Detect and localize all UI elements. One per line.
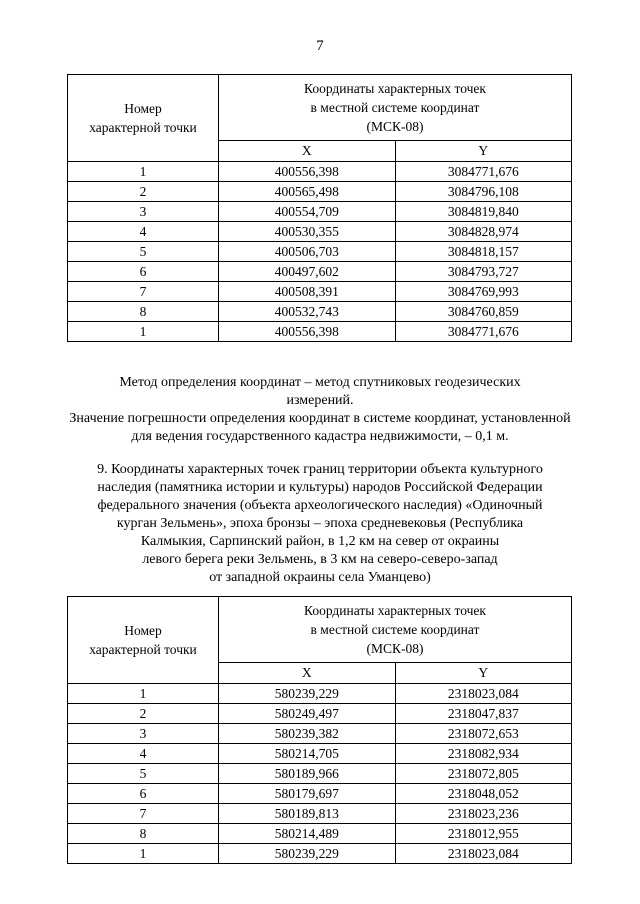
- method-line: Значение погрешности определения координат в системе координат, установленной: [69, 411, 571, 426]
- table-row: [68, 784, 572, 804]
- table-row: [68, 182, 572, 202]
- table-body: [68, 684, 572, 864]
- point-number-cell: 1: [68, 162, 219, 182]
- y-coordinate-cell: 2318012,955: [395, 824, 572, 844]
- table-row: [68, 262, 572, 282]
- x-coordinate-cell: 400554,709: [219, 202, 396, 222]
- x-coordinate-cell: 580239,229: [219, 684, 396, 704]
- point-number-cell: 1: [68, 322, 219, 342]
- section-heading: [0, 461, 640, 587]
- section-line: 9. Координаты характерных точек границ территории объекта культурного: [97, 462, 543, 477]
- table-row: [68, 322, 572, 342]
- table-row: [68, 724, 572, 744]
- method-note: [0, 374, 640, 446]
- table-row: [68, 824, 572, 844]
- y-coordinate-cell: 3084771,676: [395, 322, 572, 342]
- point-number-cell: 3: [68, 202, 219, 222]
- header-x: X: [219, 663, 396, 684]
- y-coordinate-cell: 2318047,837: [395, 704, 572, 724]
- x-coordinate-cell: 580189,966: [219, 764, 396, 784]
- method-line: для ведения государственного кадастра недвижимости, – 0,1 м.: [131, 429, 509, 444]
- y-coordinate-cell: 3084771,676: [395, 162, 572, 182]
- table-row: [68, 844, 572, 864]
- x-coordinate-cell: 580239,382: [219, 724, 396, 744]
- coordinates-table-1: [67, 74, 572, 342]
- x-coordinate-cell: 400497,602: [219, 262, 396, 282]
- y-coordinate-cell: 2318048,052: [395, 784, 572, 804]
- header-x: X: [219, 141, 396, 162]
- table-row: [68, 744, 572, 764]
- section-line: курган Зельмень», эпоха бронзы – эпоха средневековья (Республика: [116, 516, 524, 531]
- y-coordinate-cell: 2318082,934: [395, 744, 572, 764]
- table-body: [68, 162, 572, 342]
- point-number-cell: 4: [68, 744, 219, 764]
- x-coordinate-cell: 580189,813: [219, 804, 396, 824]
- y-coordinate-cell: 3084828,974: [395, 222, 572, 242]
- table-row: [68, 222, 572, 242]
- point-number-cell: 7: [68, 804, 219, 824]
- table-row: [68, 282, 572, 302]
- method-line: измерений.: [286, 393, 354, 408]
- header-coordinates: Координаты характерных точек в местной системе координат (МСК-08): [219, 597, 572, 663]
- header-y: Y: [395, 141, 572, 162]
- point-number-cell: 1: [68, 684, 219, 704]
- table-row: [68, 704, 572, 724]
- section-line: федерального значения (объекта археологического наследия) «Одиночный: [97, 498, 543, 513]
- x-coordinate-cell: 400506,703: [219, 242, 396, 262]
- table-row: [68, 302, 572, 322]
- point-number-cell: 1: [68, 844, 219, 864]
- y-coordinate-cell: 2318072,805: [395, 764, 572, 784]
- point-number-cell: 6: [68, 262, 219, 282]
- coordinates-table-2: [67, 596, 572, 864]
- point-number-cell: 5: [68, 242, 219, 262]
- x-coordinate-cell: 400532,743: [219, 302, 396, 322]
- table-row: [68, 162, 572, 182]
- x-coordinate-cell: 580214,489: [219, 824, 396, 844]
- x-coordinate-cell: 580249,497: [219, 704, 396, 724]
- header-point-number: Номер характерной точки: [68, 75, 219, 162]
- x-coordinate-cell: 400556,398: [219, 322, 396, 342]
- y-coordinate-cell: 3084819,840: [395, 202, 572, 222]
- table-row: [68, 242, 572, 262]
- x-coordinate-cell: 400556,398: [219, 162, 396, 182]
- y-coordinate-cell: 3084793,727: [395, 262, 572, 282]
- point-number-cell: 8: [68, 824, 219, 844]
- y-coordinate-cell: 3084760,859: [395, 302, 572, 322]
- y-coordinate-cell: 2318023,236: [395, 804, 572, 824]
- x-coordinate-cell: 580214,705: [219, 744, 396, 764]
- y-coordinate-cell: 2318072,653: [395, 724, 572, 744]
- y-coordinate-cell: 2318023,084: [395, 844, 572, 864]
- section-line: наследия (памятника истории и культуры) народов Российской Федерации: [97, 480, 543, 495]
- method-line: Метод определения координат – метод спутниковых геодезических: [119, 375, 521, 390]
- point-number-cell: 2: [68, 182, 219, 202]
- point-number-cell: 7: [68, 282, 219, 302]
- point-number-cell: 5: [68, 764, 219, 784]
- x-coordinate-cell: 400508,391: [219, 282, 396, 302]
- point-number-cell: 2: [68, 704, 219, 724]
- table-row: [68, 764, 572, 784]
- x-coordinate-cell: 400565,498: [219, 182, 396, 202]
- point-number-cell: 8: [68, 302, 219, 322]
- point-number-cell: 3: [68, 724, 219, 744]
- section-line: от западной окраины села Уманцево): [209, 570, 431, 585]
- table-row: [68, 202, 572, 222]
- table-row: [68, 684, 572, 704]
- section-line: левого берега реки Зельмень, в 3 км на северо-северо-запад: [142, 552, 498, 567]
- section-line: Калмыкия, Сарпинский район, в 1,2 км на север от окраины: [140, 534, 500, 549]
- header-y: Y: [395, 663, 572, 684]
- x-coordinate-cell: 400530,355: [219, 222, 396, 242]
- y-coordinate-cell: 3084769,993: [395, 282, 572, 302]
- page-number: 7: [316, 38, 324, 54]
- header-coordinates: Координаты характерных точек в местной системе координат (МСК-08): [219, 75, 572, 141]
- point-number-cell: 6: [68, 784, 219, 804]
- table-row: [68, 804, 572, 824]
- header-point-number: Номер характерной точки: [68, 597, 219, 684]
- x-coordinate-cell: 580179,697: [219, 784, 396, 804]
- x-coordinate-cell: 580239,229: [219, 844, 396, 864]
- point-number-cell: 4: [68, 222, 219, 242]
- y-coordinate-cell: 3084818,157: [395, 242, 572, 262]
- y-coordinate-cell: 3084796,108: [395, 182, 572, 202]
- y-coordinate-cell: 2318023,084: [395, 684, 572, 704]
